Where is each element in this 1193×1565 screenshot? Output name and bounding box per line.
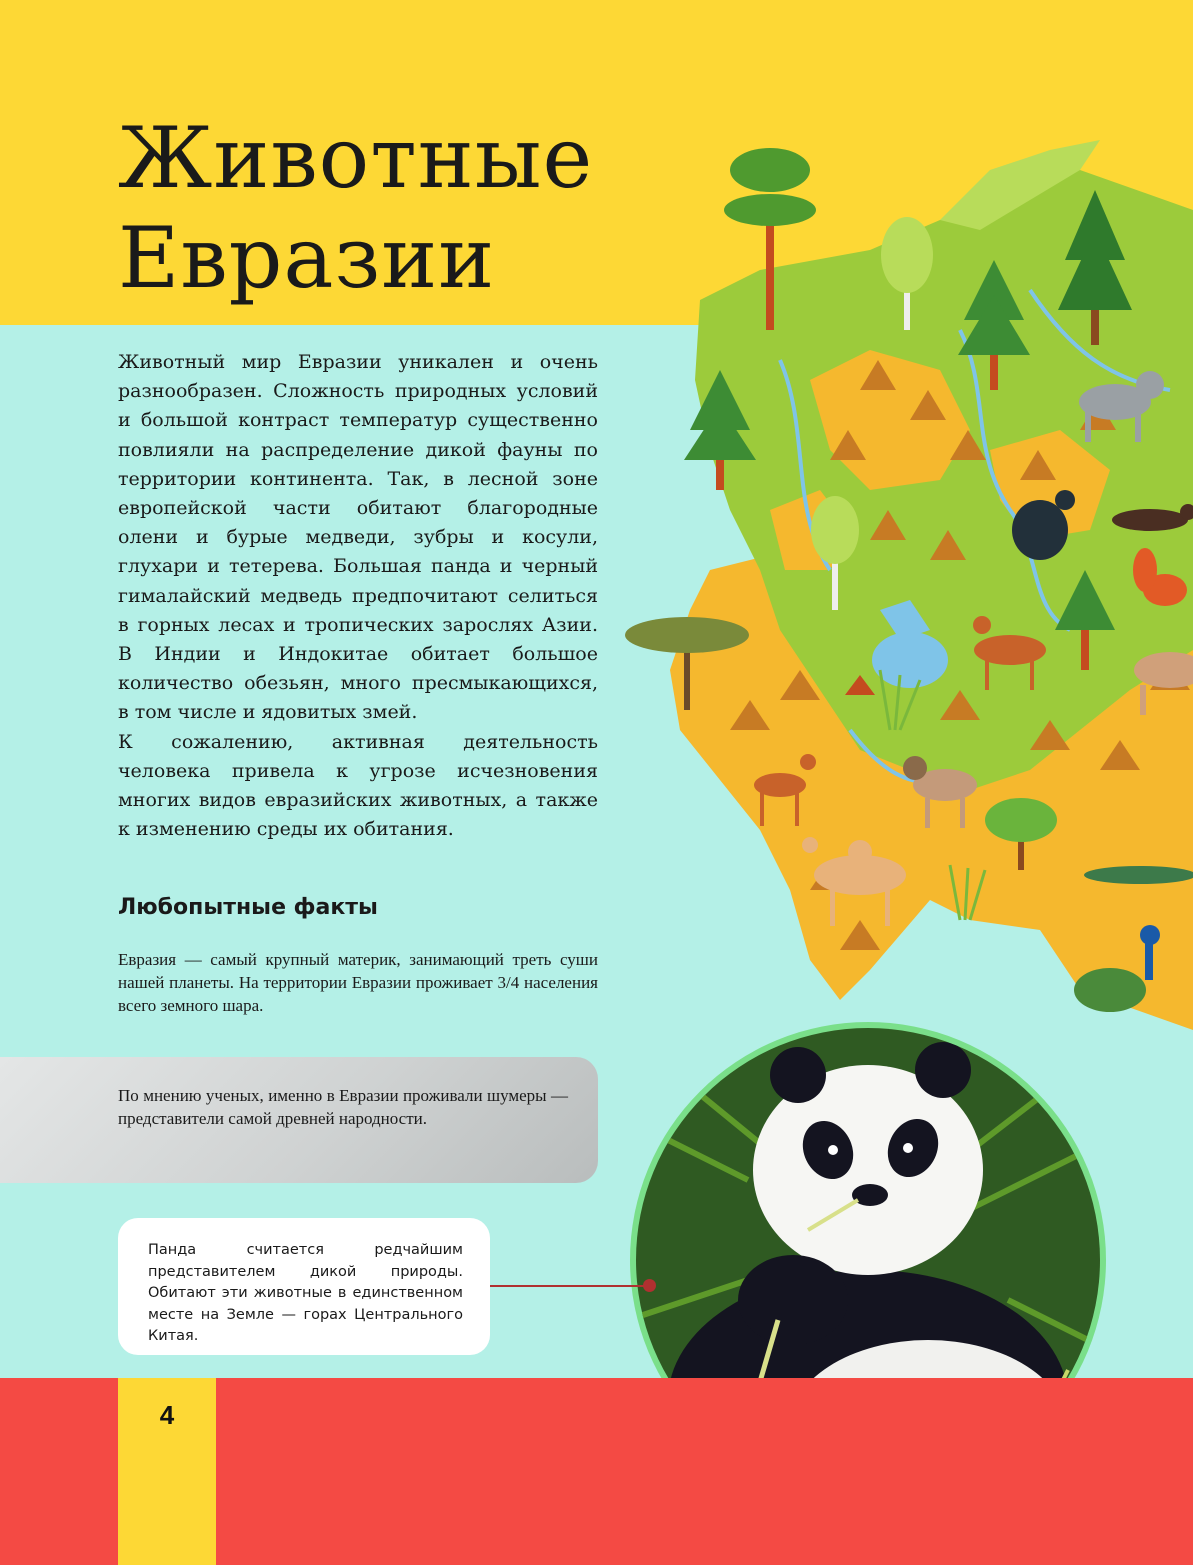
intro-paragraph-1: Животный мир Евразии уникален и очень разнообразен. Сложность природных условий и большой контраст температур существенно повлияли на распределение дикой фауны по территории континента. Так, в лесной зоне европейской части обитают благородные олени и бурые медведи, зубры и косули, глухари и тетерева. Большая панда и черный гималайский медведь предпочитают селиться в горных лесах и тропических зарослях Азии. В Индии и Индокитае обитает большое количество обезьян, много пресмыкающихся, в том числе и ядовитых змей. bbox=[118, 351, 598, 724]
fact-text-1: Евразия — самый крупный материк, занимающий треть суши нашей планеты. На территории Евразии проживает 3/4 населения всего земного шара. bbox=[118, 950, 598, 1015]
panda-callout-text: Панда считается редчайшим представителем дикой природы. Обитают эти животные в единственном месте на Земле — горах Центрального Китая. bbox=[148, 1242, 463, 1344]
intro-paragraph-2: К сожалению, активная деятельность человека привела к угрозе исчезновения многих видов евразийских животных, а также к изменению среды их обитания. bbox=[118, 730, 598, 841]
title-line-2: Евразии bbox=[118, 209, 496, 307]
title-line-1: Животные bbox=[118, 109, 594, 207]
map-lake bbox=[872, 632, 948, 688]
callout-connector-line bbox=[490, 1285, 650, 1287]
facts-heading: Любопытные факты bbox=[118, 895, 378, 920]
map-crocodile bbox=[1084, 866, 1193, 884]
intro-text bbox=[118, 348, 598, 844]
page-number: 4 bbox=[159, 1400, 175, 1430]
callout-connector-dot bbox=[643, 1279, 656, 1292]
page-title bbox=[118, 108, 593, 308]
fact-text-2: По мнению ученых, именно в Евразии проживали шумеры — представители самой древней народности. bbox=[118, 1086, 568, 1128]
eurasia-map-illustration bbox=[610, 130, 1193, 1030]
